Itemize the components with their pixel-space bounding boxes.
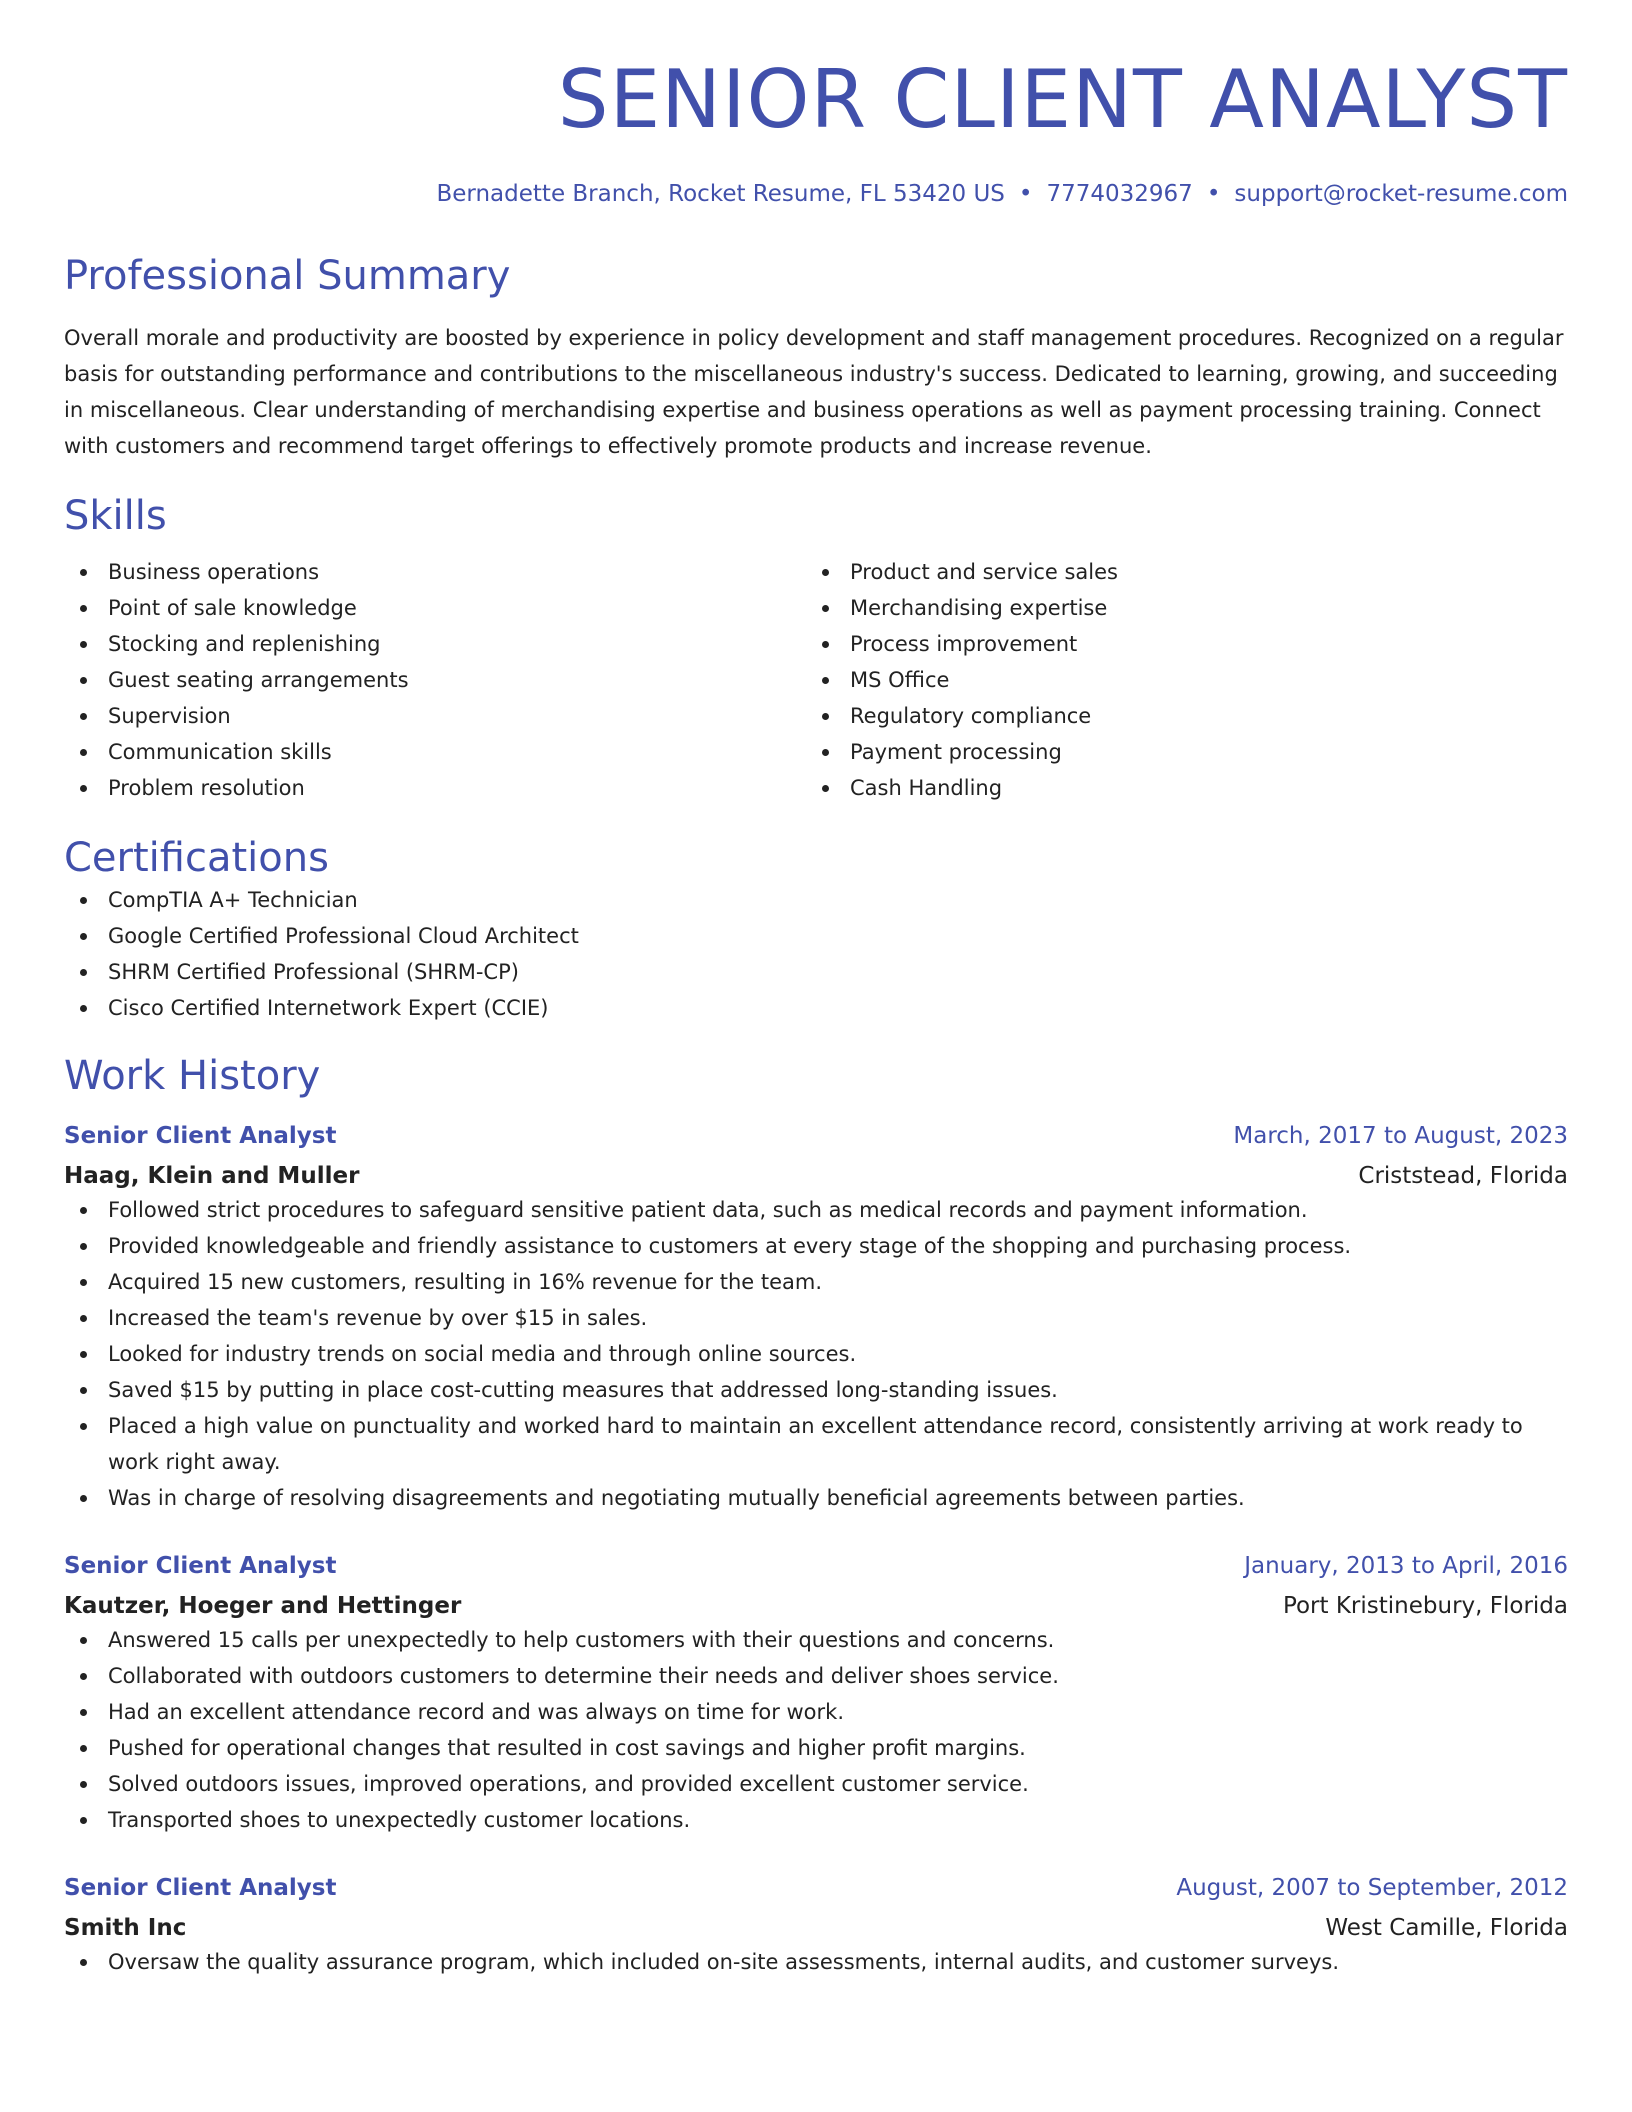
job-company: Smith Inc <box>64 1915 187 1941</box>
job-dates: August, 2007 to September, 2012 <box>1176 1875 1568 1901</box>
job-company: Haag, Klein and Muller <box>64 1163 360 1189</box>
job-duty-item: Oversaw the quality assurance program, which included on-site assessments, internal audits, and customer surveys. <box>64 1944 1568 1980</box>
skill-item: MS Office <box>806 662 1548 698</box>
job-duty-item: Placed a high value on punctuality and worked hard to maintain an excellent attendance record, consistently arriving at work ready to work right away. <box>64 1408 1568 1480</box>
skill-item: Problem resolution <box>64 770 806 806</box>
job-duty-item: Increased the team's revenue by over $15 in sales. <box>64 1300 1568 1336</box>
job-title: Senior Client Analyst <box>64 1123 337 1149</box>
skill-item: Stocking and replenishing <box>64 626 806 662</box>
skill-item: Supervision <box>64 698 806 734</box>
job-duty-item: Acquired 15 new customers, resulting in 16% revenue for the team. <box>64 1264 1568 1300</box>
skills-column-right <box>806 554 1548 806</box>
skill-item: Payment processing <box>806 734 1548 770</box>
job-duty-item: Saved $15 by putting in place cost-cutting measures that addressed long-standing issues. <box>64 1372 1568 1408</box>
contact-line <box>64 178 1568 210</box>
skills-list-left <box>64 554 806 806</box>
job-entry <box>64 1120 1568 1516</box>
job-duty-item: Looked for industry trends on social media and through online sources. <box>64 1336 1568 1372</box>
job-duty-item: Provided knowledgeable and friendly assistance to customers at every stage of the shopping and purchasing process. <box>64 1228 1568 1264</box>
certification-item: Cisco Certified Internetwork Expert (CCIE) <box>64 990 1568 1026</box>
job-subheader <box>64 1590 1568 1622</box>
job-title: Senior Client Analyst <box>64 1875 337 1901</box>
job-duties-list <box>64 1192 1568 1516</box>
job-header <box>64 1872 1568 1904</box>
certifications-list <box>64 882 1568 1026</box>
summary-heading: Professional Summary <box>64 253 511 299</box>
skills-column-left <box>64 554 806 806</box>
contact-separator: • <box>1206 181 1221 207</box>
skill-item: Regulatory compliance <box>806 698 1548 734</box>
job-duties-list <box>64 1622 1568 1838</box>
certification-item: SHRM Certified Professional (SHRM-CP) <box>64 954 1568 990</box>
summary-text: Overall morale and productivity are boosted by experience in policy development and staff management procedures. Recognized on a regular basis for outstanding performance and contributions to the miscellaneous industry's success. Dedicated to learning, growing, and succeeding in miscellaneous. Clear understanding of merchandising expertise and business operations as well as payment processing training. Connect with customers and recommend target offerings to effectively promote products and increase revenue. <box>64 326 1564 458</box>
contact-separator: • <box>1018 181 1033 207</box>
job-duty-item: Answered 15 calls per unexpectedly to help customers with their questions and concerns. <box>64 1622 1568 1658</box>
job-location: West Camille, Florida <box>1325 1915 1568 1941</box>
skills-heading: Skills <box>64 493 167 539</box>
job-duty-item: Followed strict procedures to safeguard sensitive patient data, such as medical records and payment information. <box>64 1192 1568 1228</box>
contact-email: support@rocket-resume.com <box>1234 181 1568 207</box>
job-entry <box>64 1872 1568 1980</box>
skill-item: Point of sale knowledge <box>64 590 806 626</box>
skill-item: Process improvement <box>806 626 1548 662</box>
job-title: Senior Client Analyst <box>64 1553 337 1579</box>
skills-list-right <box>806 554 1548 806</box>
skill-item: Communication skills <box>64 734 806 770</box>
job-location: Port Kristinebury, Florida <box>1282 1593 1568 1619</box>
skill-item: Business operations <box>64 554 806 590</box>
resume-title: SENIOR CLIENT ANALYST <box>557 53 1568 146</box>
job-duty-item: Had an excellent attendance record and was always on time for work. <box>64 1694 1568 1730</box>
job-subheader <box>64 1912 1568 1944</box>
job-duties-list <box>64 1944 1568 1980</box>
job-dates: March, 2017 to August, 2023 <box>1233 1123 1568 1149</box>
job-duty-item: Collaborated with outdoors customers to determine their needs and deliver shoes service. <box>64 1658 1568 1694</box>
job-duty-item: Pushed for operational changes that resulted in cost savings and higher profit margins. <box>64 1730 1568 1766</box>
job-location: Criststead, Florida <box>1358 1163 1568 1189</box>
job-dates: January, 2013 to April, 2016 <box>1244 1553 1568 1579</box>
work-history-heading: Work History <box>64 1053 321 1099</box>
job-header <box>64 1120 1568 1152</box>
job-duty-item: Solved outdoors issues, improved operations, and provided excellent customer service. <box>64 1766 1568 1802</box>
contact-address: Bernadette Branch, Rocket Resume, FL 53420 US <box>436 181 1005 207</box>
certifications-heading: Certifications <box>64 835 329 881</box>
job-company: Kautzer, Hoeger and Hettinger <box>64 1593 462 1619</box>
skill-item: Guest seating arrangements <box>64 662 806 698</box>
job-subheader <box>64 1160 1568 1192</box>
job-entry <box>64 1550 1568 1838</box>
job-header <box>64 1550 1568 1582</box>
skill-item: Merchandising expertise <box>806 590 1548 626</box>
certification-item: CompTIA A+ Technician <box>64 882 1568 918</box>
certification-item: Google Certified Professional Cloud Architect <box>64 918 1568 954</box>
contact-phone: 7774032967 <box>1046 181 1193 207</box>
skill-item: Cash Handling <box>806 770 1548 806</box>
skills-grid <box>64 554 1568 806</box>
skill-item: Product and service sales <box>806 554 1548 590</box>
job-duty-item: Was in charge of resolving disagreements and negotiating mutually beneficial agreements between parties. <box>64 1480 1568 1516</box>
job-duty-item: Transported shoes to unexpectedly customer locations. <box>64 1802 1568 1838</box>
